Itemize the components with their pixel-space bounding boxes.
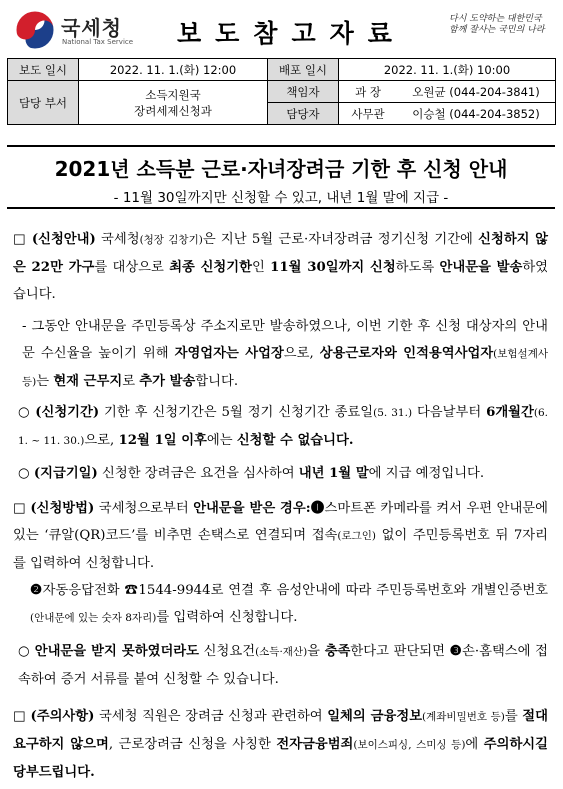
text: 다음날부터 (412, 405, 487, 420)
emphasis: 추가 발송 (139, 374, 196, 389)
slogan-line-2: 함께 잘사는 국민의 나라 (449, 25, 545, 35)
document-type-title: 보도참고자료 (177, 19, 406, 48)
paragraph-caution (13, 703, 548, 786)
text: (6. 1. ~ 11. 30.) (18, 407, 548, 447)
subtitle: - 11월 30일까지만 신청할 수 있고, 내년 1월 말에 지급 - (113, 190, 449, 206)
emphasis: 충족 (324, 644, 351, 659)
emphasis: 전자금융범죄 (276, 737, 354, 752)
text: 국세청 (95, 232, 140, 247)
emphasis: 자영업자는 사업장 (174, 346, 284, 361)
manager-name: 오원균 (044-204-3841) (397, 81, 556, 103)
org-name-english: National Tax Service (62, 38, 134, 46)
text: (보험설계사 등) (22, 348, 548, 388)
report-date-value: 2022. 11. 1.(화) 12:00 (79, 59, 268, 81)
paragraph-payment-date (18, 460, 548, 487)
section-heading: (지급기일) (33, 466, 98, 481)
text: 를 입력하여 신청합니다. (156, 610, 298, 625)
dept-line-2: 장려세제신청과 (134, 103, 212, 118)
staff-label: 담당자 (268, 103, 339, 125)
paragraph-application-method (13, 495, 548, 577)
text: 신청요건 (199, 644, 256, 659)
taegeuk-emblem-icon (15, 10, 55, 50)
text: 는 (36, 374, 54, 389)
emphasis: 내년 1월 말 (298, 466, 369, 481)
emphasis: 안내문을 받은 경우: (193, 501, 311, 516)
title-box (7, 145, 555, 209)
text: 하도록 (395, 260, 440, 275)
paragraph-ars-method (30, 577, 548, 632)
circle-bullet: ○ (18, 405, 31, 420)
emphasis: 최종 신청기한 (169, 260, 252, 275)
text: 를 (504, 709, 523, 724)
text: 를 대상으로 (94, 260, 170, 275)
dept-line-1: 소득지원국 (145, 87, 201, 102)
government-slogan (449, 14, 549, 36)
slogan-line-1: 다시 도약하는 대한민국 (449, 14, 542, 24)
dept-value (79, 81, 268, 125)
text: 국세청으로부터 (94, 501, 194, 516)
emphasis: 신청하지 않은 22만 가구 (13, 232, 548, 275)
emphasis: 신청할 수 없습니다. (236, 433, 354, 448)
emphasis: 11월 30일까지 신청 (270, 260, 396, 275)
text: 에 지급 예정입니다. (368, 466, 485, 481)
main-title: 2021년 소득분 근로·자녀장려금 기한 후 신청 안내 (54, 157, 508, 181)
section-heading: (신청안내) (31, 232, 96, 247)
paragraph-application-notice (13, 226, 548, 308)
text: 으로, (283, 346, 320, 361)
section-heading: (주의사항) (30, 709, 95, 724)
text: 기한 후 신청기간은 5월 정기 신청기간 종료일 (99, 405, 374, 420)
staff-title: 사무관 (339, 103, 398, 125)
paragraph-no-notice (18, 638, 548, 693)
staff-name: 이승철 (044-204-3852) (397, 103, 556, 125)
number-three-icon: ❸ (449, 644, 463, 659)
section-heading: (신청기간) (35, 405, 100, 420)
text: (보이스피싱, 스미싱 등) (353, 739, 466, 751)
square-bullet: □ (13, 501, 26, 516)
nts-logo (15, 10, 155, 52)
emphasis: 주의하시길 당부드립니다. (13, 737, 548, 780)
text: (5. 31.) (373, 407, 413, 419)
text: 에는 (206, 433, 237, 448)
emphasis: 6개월간 (486, 405, 534, 420)
emphasis: 12월 1일 이후 (118, 433, 207, 448)
org-name-korean: 국세청 (61, 16, 122, 40)
emphasis: 절대 요구하지 않으며 (13, 709, 548, 752)
text: (안내문에 있는 숫자 8자리) (30, 612, 157, 624)
text: (소득·재산) (255, 646, 308, 658)
text: 하였습니다. (13, 260, 549, 302)
emphasis: 상용근로자와 인적용역사업자 (319, 346, 494, 361)
emphasis: 안내문을 받지 못하였더라도 (34, 644, 199, 659)
circle-bullet: ○ (18, 644, 31, 659)
text: 으로, (84, 433, 119, 448)
text: 국세청 직원은 장려금 신청과 관련하여 (94, 709, 328, 724)
release-info-table (7, 58, 556, 125)
text: 손·홈택스에 접속하여 증거 서류를 붙여 신청할 수 있습니다. (18, 644, 548, 687)
emphasis: 현재 근무지 (53, 374, 123, 389)
text: 인 (251, 260, 271, 275)
text: (청장 김창기) (139, 234, 203, 246)
text: (계좌비밀번호 등) (422, 711, 505, 723)
paragraph-mailing-change (22, 313, 548, 396)
number-two-icon: ❷ (30, 583, 43, 598)
text: (로그인) (337, 530, 377, 542)
text: 한다고 판단되면 (350, 644, 450, 659)
text: 없이 주민등록번호 뒤 7자리를 입력하여 신청합니다. (13, 528, 548, 571)
text: 로 (122, 374, 140, 389)
emphasis: 일체의 금융정보 (327, 709, 423, 724)
emphasis: 안내문을 발송 (439, 260, 523, 275)
text: 을 (307, 644, 325, 659)
text: 신청한 장려금은 요건을 심사하여 (97, 466, 299, 481)
text: 그동안 안내문을 주민등록상 주소지로만 발송하였으나, 이번 기한 후 신청 대상자의 안내문 수신율을 높이기 위해 (22, 319, 548, 361)
manager-title: 과 장 (339, 81, 398, 103)
circle-bullet: ○ (18, 466, 30, 481)
dash-bullet: - (22, 319, 27, 334)
square-bullet: □ (13, 709, 26, 724)
number-one-icon: ❶ (310, 501, 325, 516)
text: 합니다. (195, 374, 239, 389)
square-bullet: □ (13, 232, 27, 247)
document-header (7, 8, 555, 54)
text: 에 (465, 737, 484, 752)
text: , 근로장려금 신청을 사칭한 (108, 737, 277, 752)
release-date-value: 2022. 11. 1.(화) 10:00 (339, 59, 556, 81)
dept-label: 담당 부서 (8, 81, 79, 125)
manager-label: 책임자 (268, 81, 339, 103)
text: 은 지난 5월 근로·자녀장려금 정기신청 기간에 (202, 232, 479, 247)
text: 자동응답전화 ☎1544-9944로 연결 후 음성안내에 따라 주민등록번호와 개별인증번호 (42, 583, 549, 598)
report-date-label: 보도 일시 (8, 59, 79, 81)
text: 스마트폰 카메라를 켜서 우편 안내문에 있는 ‘큐알(QR)코드’를 비추면 손택스로 연결되며 접속 (13, 501, 548, 543)
paragraph-application-period (18, 399, 548, 455)
section-heading: (신청방법) (30, 501, 95, 516)
release-date-label: 배포 일시 (268, 59, 339, 81)
